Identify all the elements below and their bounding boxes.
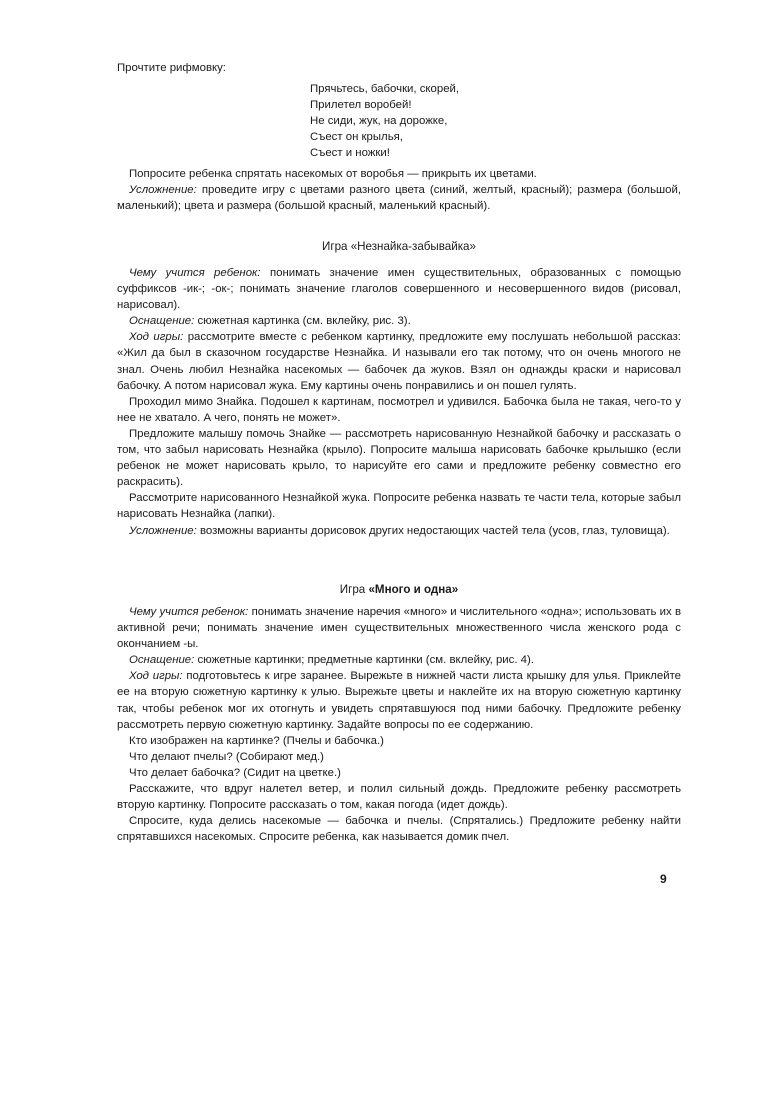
learns-text: понимать значение имен существительных, образованных с помощью суффиксов -ик-; -ок-; понимать значение глаголов совершенного и несовершенного видов (рисовал, нарисовал). (117, 267, 681, 312)
complication-text: возможны варианты дорисовок других недостающих частей тела (усов, глаз, туловища). (199, 524, 670, 537)
game2-course (117, 668, 681, 732)
game1-paragraph: Рассмотрите нарисованного Незнайкой жука. Попросите ребенка назвать те части тела, которые забыл нарисовать Незнайка (лапки). (117, 492, 681, 521)
learns-label: Чему учится ребенок: (129, 267, 261, 279)
course-label: Ход игры: (129, 670, 183, 683)
complication-text: проведите игру с цветами разного цвета (синий, желтый, красный); размера (большой, маленький); цвета и размера (большой красный, маленький красный). (117, 184, 681, 213)
game2-title-name: «Много и одна» (368, 583, 459, 596)
game1-course (117, 329, 681, 393)
course-label: Ход игры: (129, 331, 184, 344)
game2-question: Кто изображен на картинке? (Пчелы и бабочка.) (129, 734, 384, 747)
game1-paragraph: Проходил мимо Знайка. Подошел к картинам, посмотрел и удивился. Бабочка была не такая, чего-то у нее не хватало. А чего, понять не может». (117, 395, 681, 424)
game2-body (117, 604, 681, 845)
equipment-label: Оснащение: (129, 654, 195, 667)
game2-question: Что делает бабочка? (Сидит на цветке.) (129, 766, 341, 779)
equipment-text: сюжетная картинка (см. вклейку, рис. 3). (197, 315, 411, 328)
poem-line: Съест и ножки! (310, 147, 390, 160)
game1-title: Игра «Незнайка-забывайка» (322, 240, 476, 253)
game2-question: Что делают пчелы? (Собирают мед.) (129, 750, 324, 763)
game2-paragraph: Спросите, куда делись насекомые — бабочка и пчелы. (Спрятались.) Предложите ребенку найти спрятавшихся насекомых. Спросите ребенка, как называется домик пчел. (117, 815, 681, 844)
game2-title (117, 582, 681, 598)
intro-line: Прочтите рифмовку: (117, 62, 226, 74)
poem-line: Прилетел воробей! (310, 99, 412, 112)
after-poem-block (117, 166, 681, 214)
game2-learns (117, 604, 681, 652)
game2-title-prefix: Игра (339, 583, 369, 596)
after-poem-paragraph: Попросите ребенка спрятать насекомых от воробья — прикрыть их цветами. (129, 168, 537, 180)
game1-body (117, 265, 681, 539)
game1-complication (117, 523, 681, 539)
course-text: рассмотрите вместе с ребенком картинку, предложите ему послушать небольшой рассказ: «Жил да был в сказочном государстве Незнайка. И называли его так потому, что он очень многого не знал. Очень любил Незнайка насекомых — бабочек да жуков. Взял он однажды краски и нарисовал бабочку. А потом нарисовал жука. Ему картины очень понравились и он пошел гулять. (117, 331, 681, 392)
complication-label: Усложнение: (129, 524, 197, 537)
poem-line: Прячьтесь, бабочки, скорей, (310, 83, 460, 95)
intro-block (117, 60, 681, 76)
learns-text: понимать значение наречия «много» и числительного «одна»; использовать их в активной речи; понимать значение имен существительных множественного числа женского рода с окончанием -ы. (117, 606, 681, 651)
game2-equipment (117, 652, 681, 668)
game1-equipment (117, 313, 681, 329)
equipment-label: Оснащение: (129, 315, 195, 328)
poem (310, 81, 459, 161)
game2-paragraph: Расскажите, что вдруг налетел ветер, и полил сильный дождь. Предложите ребенку рассмотреть вторую картинку. Попросите рассказать о том, какая погода (идет дождь). (117, 783, 681, 812)
game1-paragraph: Предложите малышу помочь Знайке — рассмотреть нарисованную Незнайкой бабочку и рассказать о том, что забыл нарисовать Незнайка (крыло). Попросите малыша нарисовать бабочке крылышко (если ребенок не может нарисовать крыло, то нарисуйте его сами и предложите ребенку совместно его раскрасить). (117, 427, 681, 489)
course-text: подготовьтесь к игре заранее. Вырежьте в нижней части листа крышку для улья. Приклейте ее на вторую сюжетную картинку к улью. Вырежьте цветы и наклейте их на вторую сюжетную картинку так, чтобы ребенок мог их отогнуть и увидеть спрятавшуюся под ними бабочку. Предложите ребенку рассмотреть первую сюжетную картинку. Задайте вопросы по ее содержанию. (117, 670, 681, 731)
poem-line: Не сиди, жук, на дорожке, (310, 115, 448, 128)
learns-label: Чему учится ребенок: (129, 606, 249, 618)
complication-paragraph (117, 182, 681, 214)
game1-learns (117, 265, 681, 313)
page-number: 9 (660, 872, 667, 886)
poem-line: Съест он крылья, (310, 131, 403, 144)
equipment-text: сюжетные картинки; предметные картинки (см. вклейку, рис. 4). (197, 654, 534, 667)
complication-label: Усложнение: (129, 184, 197, 197)
